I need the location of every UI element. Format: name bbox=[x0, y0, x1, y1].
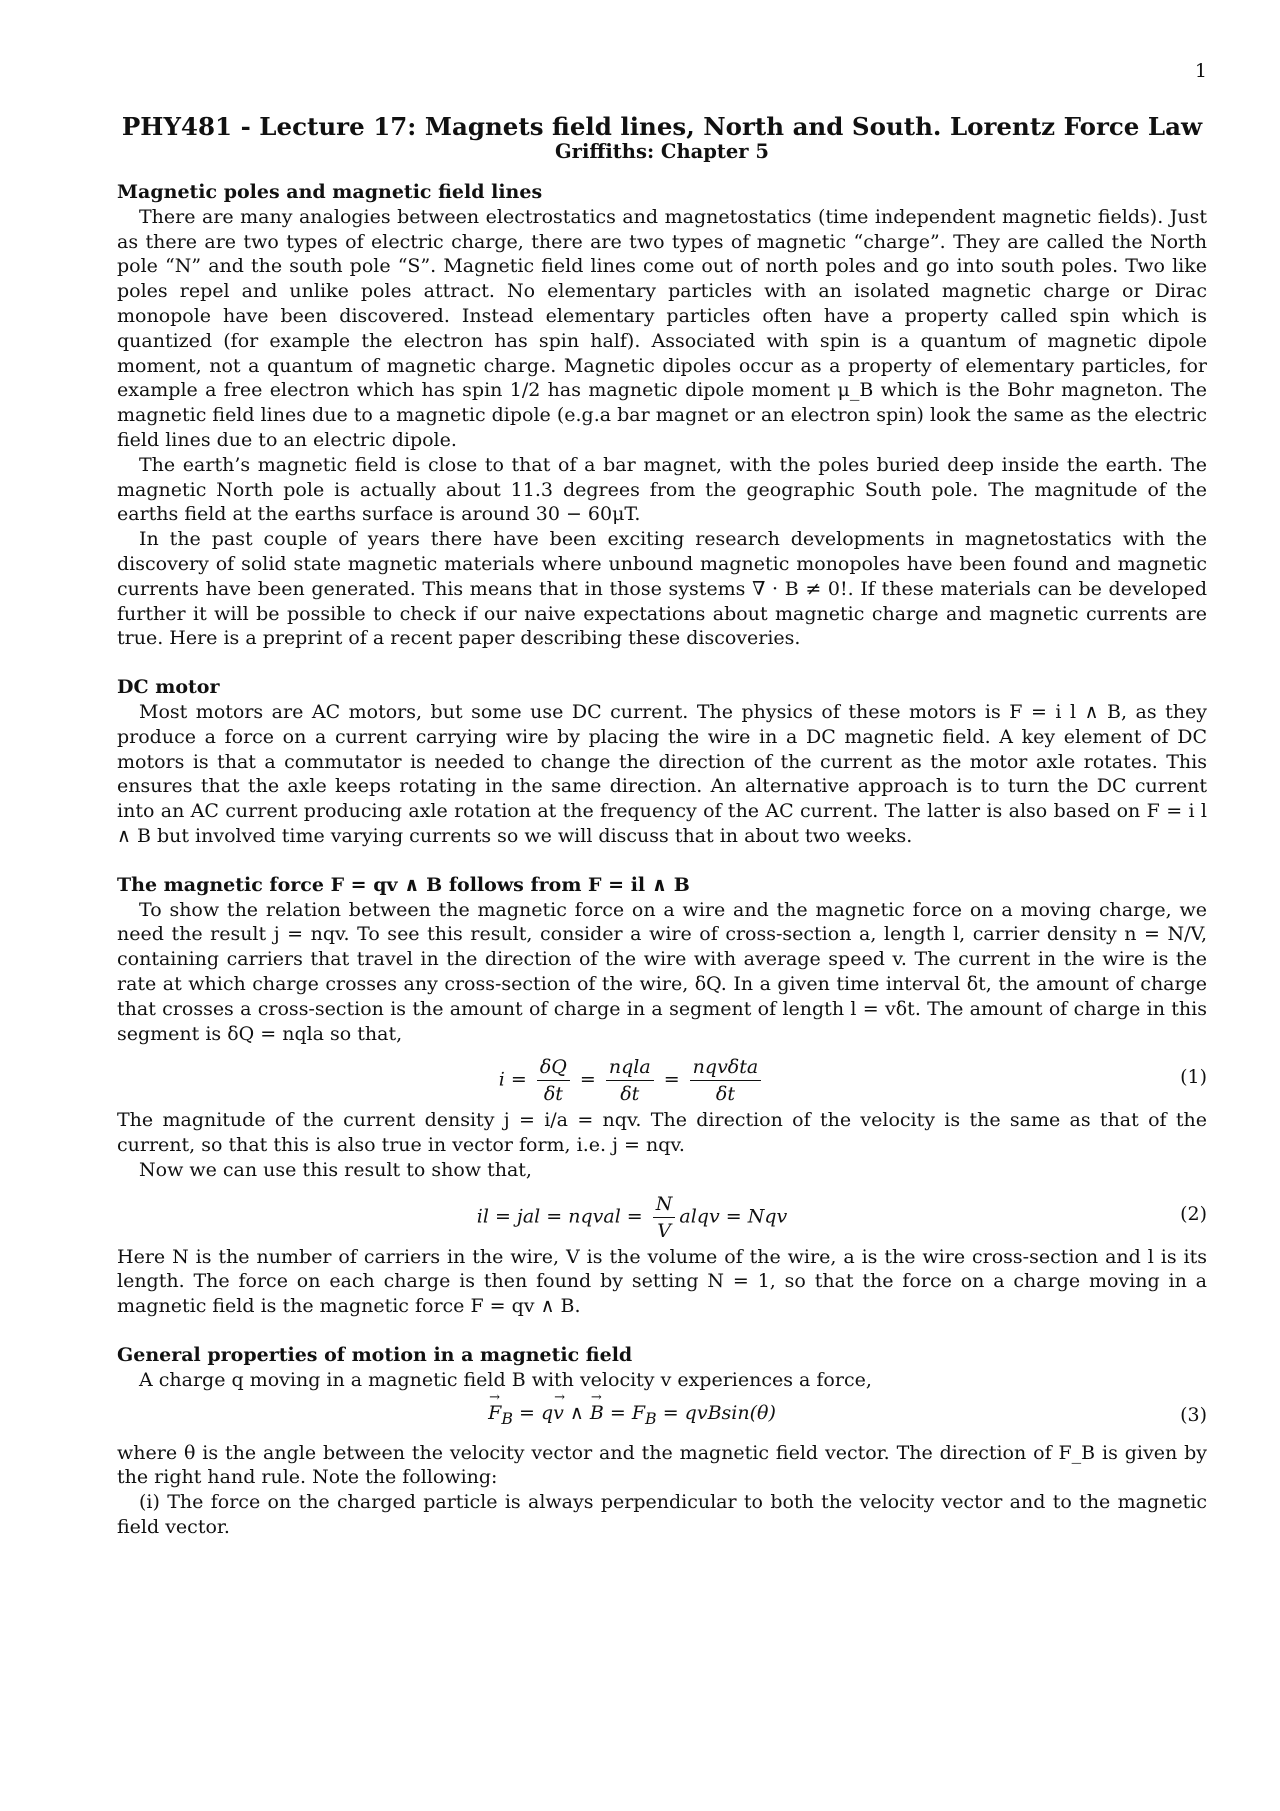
section-heading-poles: Magnetic poles and magnetic field lines bbox=[117, 181, 543, 203]
equation-1-expression: i = $\frac{\delta Q}{\delta t}$ = $\frac{\text{nqla}}{\delta t}$ = $\frac{\text{nqvδta}}{\delta t}$ bbox=[117, 1054, 1147, 1107]
paragraph: In the past couple of years there have been exciting research developments in magnetostatics with the discovery of solid state magnetic materials where unbound magnetic monopoles have been found and magnetic currents have been generated. This means that in those systems ∇ · B ≠ 0!. If these materials can be developed further it will be possible to check if our naive expectations about magnetic charge and magnetic currents are true. Here is a preprint of a recent paper describing these discoveries. bbox=[117, 528, 1207, 650]
equation-number: (1) bbox=[1180, 1066, 1207, 1089]
paragraph: (i) The force on the charged particle is always perpendicular to both the velocity vector and to the magnetic field vector. bbox=[117, 1491, 1207, 1539]
body-text bbox=[117, 180, 1207, 1540]
paragraph: where θ is the angle between the velocity vector and the magnetic field vector. The direction of F_B is given by the right hand rule. Note the following: bbox=[117, 1441, 1207, 1489]
page-title: PHY481 - Lecture 17: Magnets field lines, North and South. Lorentz Force Law bbox=[121, 112, 1203, 141]
equation-1 bbox=[117, 1046, 1207, 1108]
page-number: 1 bbox=[1194, 60, 1207, 82]
page bbox=[117, 0, 1207, 1811]
paragraph: A charge q moving in a magnetic field B with velocity v experiences a force, bbox=[139, 1368, 872, 1391]
paragraph: The earth’s magnetic field is close to that of a bar magnet, with the poles buried deep inside the earth. The magnetic North pole is actually about 11.3 degrees from the geographic South pole. The magnitude of the earths field at the earths surface is around 30 − 60μT. bbox=[117, 453, 1207, 526]
equation-2-expression: il = jal = nqval = $\frac{N}{V}$ alqv = Nqv bbox=[476, 1192, 788, 1242]
section-heading-general-properties: General properties of motion in a magnetic field bbox=[117, 1344, 633, 1367]
section-heading-magnetic-force: The magnetic force F = qv ∧ B follows from F = il ∧ B bbox=[117, 873, 690, 896]
equation-3 bbox=[117, 1393, 1207, 1441]
paragraph: There are many analogies between electrostatics and magnetostatics (time independent magnetic fields). Just as there are two types of electric charge, there are two types of magnetic “charge”. They are called the North pole “N” and the south pole “S”. Magnetic field lines come out of north poles and go into south poles. Two like poles repel and unlike poles attract. No elementary particles with an isolated magnetic charge or Dirac monopole have been discovered. Instead elementary particles often have a property called spin which is quantized (for example the electron has spin half). Associated with spin is a quantum of magnetic dipole moment, not a quantum of magnetic charge. Magnetic dipoles occur as a property of elementary particles, for example a free electron which has spin 1/2 has magnetic dipole moment μ_B which is the Bohr magneton. The magnetic field lines due to a magnetic dipole (e.g.a bar magnet or an electron spin) look the same as the electric field lines due to an electric dipole. bbox=[117, 205, 1207, 451]
equation-number: (2) bbox=[1180, 1202, 1207, 1225]
section-heading-dc-motor: DC motor bbox=[117, 676, 220, 699]
equation-number: (3) bbox=[1180, 1403, 1207, 1426]
paragraph: Here N is the number of carriers in the wire, V is the volume of the wire, a is the wire cross-section and l is its length. The force on each charge is then found by setting N = 1, so that the force on a charge moving in a magnetic field is the magnetic force F = qv ∧ B. bbox=[117, 1245, 1207, 1318]
equation-3-expression: → $F_B = q\to v$ ∧ → $B = F_B = qvBsin(\theta)$ bbox=[117, 1401, 1147, 1432]
paragraph: Now we can use this result to show that, bbox=[139, 1158, 532, 1181]
paragraph: The magnitude of the current density j = i/a = nqv. The direction of the velocity is the same as that of the current, so that this is also true in vector form, i.e. j = nqv. bbox=[117, 1109, 1207, 1157]
paragraph: Most motors are AC motors, but some use DC current. The physics of these motors is F = i l ∧ B, as they produce a force on a current carrying wire by placing the wire in a DC magnetic field. A key element of DC motors is that a commutator is needed to change the direction of the current as the motor axle rotates. This ensures that the axle keeps rotating in the same direction. An alternative approach is to turn the DC current into an AC current producing axle rotation at the frequency of the AC current. The latter is also based on F = i l ∧ B but involved time varying currents so we will discuss that in about two weeks. bbox=[117, 700, 1207, 847]
paragraph: To show the relation between the magnetic force on a wire and the magnetic force on a moving charge, we need the result j = nqv. To see this result, consider a wire of cross-section a, length l, carrier density n = N/V, containing carriers that travel in the direction of the wire with average speed v. The current in the wire is the rate at which charge crosses any cross-section of the wire, δQ. In a given time interval δt, the amount of charge that crosses a cross-section is the amount of charge in a segment of length l = vδt. The amount of charge in this segment is δQ = nqla so that, bbox=[117, 898, 1207, 1045]
equation-2 bbox=[117, 1183, 1207, 1245]
page-subtitle: Griffiths: Chapter 5 bbox=[555, 140, 769, 163]
